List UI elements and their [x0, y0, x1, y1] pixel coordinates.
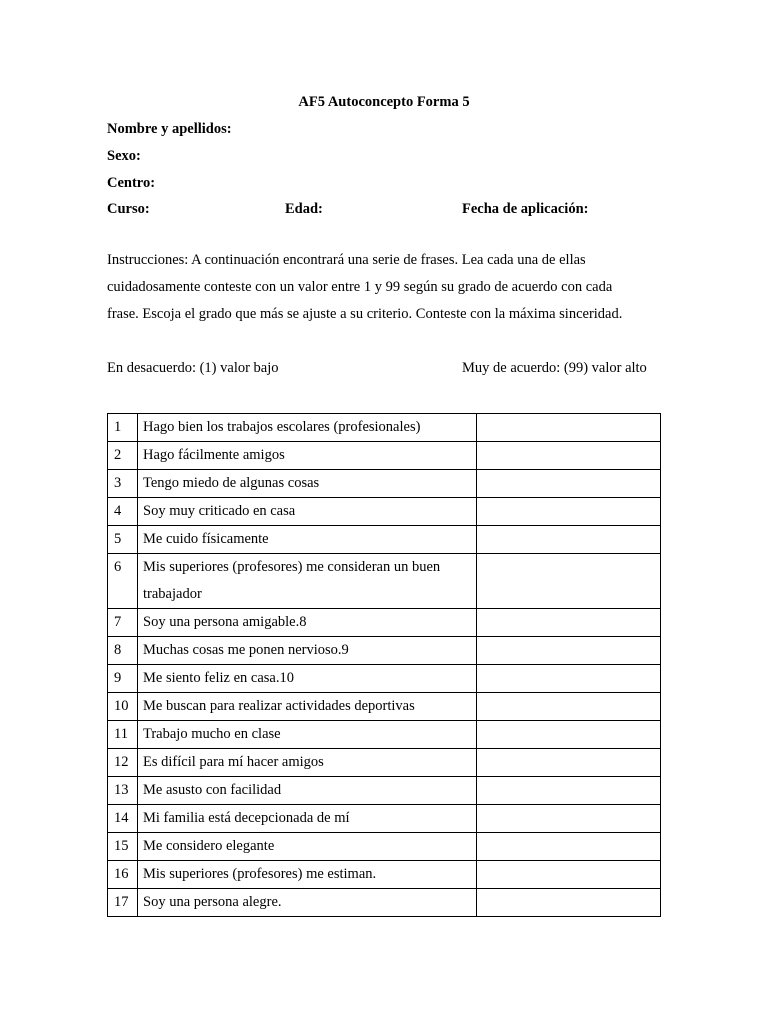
answer-cell[interactable]: [477, 414, 661, 442]
answer-cell[interactable]: [477, 498, 661, 526]
item-number: 15: [108, 833, 138, 861]
table-row: [108, 889, 661, 917]
item-statement: Trabajo mucho en clase: [138, 721, 477, 749]
table-row: [108, 442, 661, 470]
edad-label: Edad:: [285, 201, 323, 217]
item-statement: Hago bien los trabajos escolares (profesionales): [138, 414, 477, 442]
item-statement: Mis superiores (profesores) me estiman.: [138, 861, 477, 889]
table-row: [108, 609, 661, 637]
item-number: 9: [108, 665, 138, 693]
scale-low-label: En desacuerdo: (1) valor bajo: [107, 360, 279, 376]
table-row: [108, 693, 661, 721]
table-row: [108, 665, 661, 693]
items-table: [107, 413, 661, 917]
answer-cell[interactable]: [477, 721, 661, 749]
answer-cell[interactable]: [477, 637, 661, 665]
table-row: [108, 637, 661, 665]
item-number: 5: [108, 526, 138, 554]
answer-cell[interactable]: [477, 777, 661, 805]
answer-cell[interactable]: [477, 833, 661, 861]
table-row: [108, 526, 661, 554]
answer-cell[interactable]: [477, 861, 661, 889]
table-row: [108, 777, 661, 805]
item-statement: Me asusto con facilidad: [138, 777, 477, 805]
item-number: 10: [108, 693, 138, 721]
item-statement: Me buscan para realizar actividades deportivas: [138, 693, 477, 721]
item-number: 12: [108, 749, 138, 777]
item-statement: Soy una persona alegre.: [138, 889, 477, 917]
item-number: 13: [108, 777, 138, 805]
answer-cell[interactable]: [477, 749, 661, 777]
answer-cell[interactable]: [477, 889, 661, 917]
table-row: [108, 414, 661, 442]
answer-cell[interactable]: [477, 554, 661, 609]
table-row: [108, 805, 661, 833]
item-number: 11: [108, 721, 138, 749]
item-number: 16: [108, 861, 138, 889]
answer-cell[interactable]: [477, 609, 661, 637]
item-number: 1: [108, 414, 138, 442]
item-number: 6: [108, 554, 138, 609]
item-number: 8: [108, 637, 138, 665]
item-number: 7: [108, 609, 138, 637]
item-number: 14: [108, 805, 138, 833]
item-number: 17: [108, 889, 138, 917]
answer-cell[interactable]: [477, 470, 661, 498]
table-row: [108, 749, 661, 777]
scale-high-label: Muy de acuerdo: (99) valor alto: [462, 360, 647, 376]
item-statement: Me considero elegante: [138, 833, 477, 861]
item-statement: Me cuido físicamente: [138, 526, 477, 554]
nombre-label: Nombre y apellidos:: [107, 121, 232, 137]
table-row: [108, 554, 661, 609]
table-row: [108, 721, 661, 749]
item-number: 3: [108, 470, 138, 498]
item-statement: Hago fácilmente amigos: [138, 442, 477, 470]
item-statement: Muchas cosas me ponen nervioso.9: [138, 637, 477, 665]
curso-label: Curso:: [107, 201, 150, 217]
item-statement: Me siento feliz en casa.10: [138, 665, 477, 693]
item-statement: Mis superiores (profesores) me consideran un buen trabajador: [138, 554, 477, 609]
sexo-label: Sexo:: [107, 148, 141, 164]
document-title: AF5 Autoconcepto Forma 5: [298, 94, 470, 110]
answer-cell[interactable]: [477, 665, 661, 693]
answer-cell[interactable]: [477, 693, 661, 721]
item-statement: Mi familia está decepcionada de mí: [138, 805, 477, 833]
table-row: [108, 470, 661, 498]
item-statement: Soy una persona amigable.8: [138, 609, 477, 637]
fecha-label: Fecha de aplicación:: [462, 201, 589, 217]
item-statement: Es difícil para mí hacer amigos: [138, 749, 477, 777]
answer-cell[interactable]: [477, 442, 661, 470]
table-row: [108, 861, 661, 889]
item-statement: Soy muy criticado en casa: [138, 498, 477, 526]
instructions-line-3: frase. Escoja el grado que más se ajuste a su criterio. Conteste con la máxima sinceridad.: [107, 306, 623, 322]
instructions-line-2: cuidadosamente conteste con un valor entre 1 y 99 según su grado de acuerdo con cada: [107, 279, 613, 295]
table-row: [108, 833, 661, 861]
answer-cell[interactable]: [477, 805, 661, 833]
answer-cell[interactable]: [477, 526, 661, 554]
instructions-line-1: Instrucciones: A continuación encontrará una serie de frases. Lea cada una de ellas: [107, 252, 586, 268]
table-row: [108, 498, 661, 526]
centro-label: Centro:: [107, 175, 156, 191]
item-number: 4: [108, 498, 138, 526]
item-number: 2: [108, 442, 138, 470]
item-statement: Tengo miedo de algunas cosas: [138, 470, 477, 498]
